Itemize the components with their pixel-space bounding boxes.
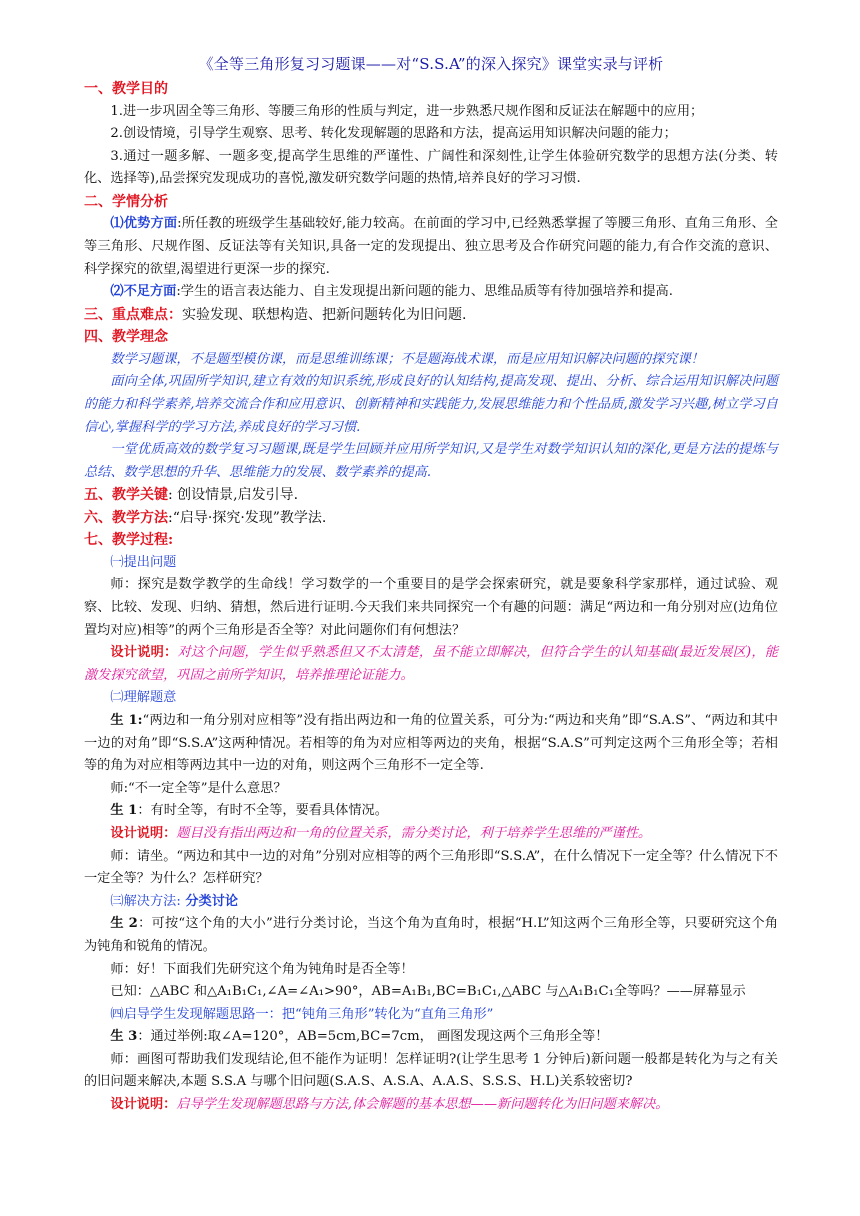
key-point-text: : 创设情景,启发引导. xyxy=(168,487,299,504)
subsection-understand: ㈡理解题意 xyxy=(110,690,177,706)
disadvantages-text: :学生的语言表达能力、自主发现提出新问题的能力、思维品质等有待加强培养和提高. xyxy=(176,284,673,300)
section-key-difficulties xyxy=(84,304,778,327)
section-heading-analysis: 二、学情分析 xyxy=(84,193,168,210)
section-heading-objectives: 一、教学目的 xyxy=(84,81,168,97)
key-point-heading: 五、教学关键 xyxy=(84,487,168,504)
key-difficulties-heading: 三、重点难点： xyxy=(84,306,182,323)
student-3-label: 生 3 xyxy=(110,1029,138,1045)
section-heading-process: 七、教学过程: xyxy=(84,532,174,549)
analysis-advantages xyxy=(84,213,778,281)
disadvantages-label: ⑵不足方面 xyxy=(110,284,177,300)
objective-item-1: 1.进一步巩固全等三角形、等腰三角形的性质与判定，进一步熟悉尺规作图和反证法在解题中的应用； xyxy=(110,103,704,119)
subsection-idea-one: ㈣启导学生发现解题思路一：把“钝角三角形”转化为“直角三角形” xyxy=(110,1006,494,1022)
design-note-label: 设计说明： xyxy=(110,825,177,841)
solve-accent: 分类讨论 xyxy=(180,893,239,909)
section-key-point xyxy=(84,484,778,507)
subsection-raise-question: ㈠提出问题 xyxy=(110,554,177,570)
student-2-label: 生 2 xyxy=(110,916,138,932)
analysis-disadvantages xyxy=(84,281,778,304)
student-1b-text: ：有时全等，有时不全等，要看具体情况。 xyxy=(137,803,388,819)
advantages-text: :所任教的班级学生基础较好,能力较高。在前面的学习中,已经熟悉掌握了等腰三角形、直角三角形、全等三角形、尺规作图、反证法等有关知识,具备一定的发现提出、独立思考及合作研究问题的能力,有合作交流的意识、科学探究的欲望,渴望进行更深一步的探究. xyxy=(84,216,778,277)
student-1-reply xyxy=(84,800,778,823)
student-1-label: 生 1: xyxy=(110,712,143,728)
method-text: :“启导·探究·发现”教学法. xyxy=(168,509,327,526)
student-1-text: “两边和一角分别对应相等”没有指出两边和一角的位置关系，可分为:“两边和夹角”即“S.A.S”、“两边和其中一边的对角”即“S.S.A”这两种情况。若相等的角为对应相等两边的夹角，根据“S.A.S”可判定这两个三角形全等；若相等的角为对应相等两边其中一边的对角，则这两个三角形不一定全等. xyxy=(84,712,778,774)
student-2-para xyxy=(84,913,778,958)
solve-title: ㈢解决方法: xyxy=(110,893,181,909)
method-heading: 六、教学方法 xyxy=(84,509,168,526)
teacher-para-4: 师：好！下面我们先研究这个角为钝角时是否全等！ xyxy=(110,961,414,977)
design-note-2-text: 题目没有指出两边和一角的位置关系，需分类讨论，利于培养学生思维的严谨性。 xyxy=(176,825,652,841)
philosophy-para-2: 面向全体,巩固所学知识,建立有效的知识系统,形成良好的认知结构,提高发现、提出、分析、综合运用知识解决问题的能力和科学素养,培养交流合作和应用意识、创新精神和实践能力,发展思维能力和个性品质,激发学习兴趣,树立学习自信心,掌握科学的学习方法,养成良好的学习习惯. xyxy=(84,374,778,435)
key-difficulties-text: 实验发现、联想构造、把新问题转化为旧问题. xyxy=(182,306,467,323)
teacher-para-1: 师：探究是数学教学的生命线！学习数学的一个重要目的是学会探索研究，就是要象科学家那样，通过试验、观察、比较、发现、归纳、猜想，然后进行证明.今天我们来共同探究一个有趣的问题：满足“两边和一角分别对应(边角位置均对应)相等”的两个三角形是否全等？对此问题你们有何想法？ xyxy=(84,577,778,638)
design-note-label: 设计说明： xyxy=(110,1097,177,1113)
section-method xyxy=(84,507,778,530)
student-3-text: ：通过举例:取∠A=120°，AB=5cm,BC=7cm， 画图发现这两个三角形全等！ xyxy=(137,1029,609,1045)
design-note-2 xyxy=(84,823,778,846)
design-note-3 xyxy=(84,1094,778,1117)
student-1b-label: 生 1 xyxy=(110,803,138,819)
teacher-para-2: 师:“不一定全等”是什么意思？ xyxy=(110,780,287,796)
objective-item-2: 2.创设情境，引导学生观察、思考、转化发现解题的思路和方法，提高运用知识解决问题的能力； xyxy=(110,126,677,142)
philosophy-para-3: 一堂优质高效的数学复习习题课,既是学生回顾并应用所学知识,又是学生对数学知识认知的深化,更是方法的提炼与总结、数学思想的升华、思维能力的发展、数学素养的提高. xyxy=(84,442,778,480)
student-1-para xyxy=(84,710,778,778)
objective-item-3: 3.通过一题多解、一题多变,提高学生思维的严谨性、广阔性和深刻性,让学生体验研究数学的思想方法(分类、转化、选择等),品尝探究发现成功的喜悦,激发研究数学问题的热情,培养良好的学习习惯. xyxy=(84,148,778,187)
philosophy-para-1: 数学习题课，不是题型模仿课，而是思维训练课；不是题海战术课，而是应用知识解决问题的探究课！ xyxy=(110,351,704,367)
design-note-1 xyxy=(84,642,778,687)
given-statement: 已知：△ABC 和△A₁B₁C₁,∠A=∠A₁>90°，AB=A₁B₁,BC=B₁C₁,△ABC 与△A₁B₁C₁全等吗？——屏幕显示 xyxy=(110,984,746,1000)
design-note-1-text: 对这个问题，学生似乎熟悉但又不太清楚，虽不能立即解决，但符合学生的认知基础(最近发展区)，能激发探究欲望，巩固之前所学知识，培养推理论证能力。 xyxy=(84,645,779,683)
student-3-para xyxy=(84,1026,778,1049)
document-title: 《全等三角形复习习题课——对“S.S.A”的深入探究》课堂实录与评析 xyxy=(198,55,664,73)
design-note-label: 设计说明： xyxy=(110,645,178,661)
document-page xyxy=(84,52,778,1117)
teacher-para-3: 师：请坐。“两边和其中一边的对角”分别对应相等的两个三角形即“S.S.A”，在什么情况下一定全等？什么情况下不一定全等？为什么？怎样研究？ xyxy=(84,848,778,887)
student-2-text: ：可按“这个角的大小”进行分类讨论，当这个角为直角时，根据“H.L”知这两个三角形全等，只要研究这个角为钝角和锐角的情况。 xyxy=(84,916,778,954)
advantages-label: ⑴优势方面 xyxy=(110,216,178,232)
section-heading-philosophy: 四、教学理念 xyxy=(84,329,168,346)
design-note-3-text: 启导学生发现解题思路与方法,体会解题的基本思想——新问题转化为旧问题来解决。 xyxy=(176,1097,669,1113)
subsection-solve xyxy=(84,891,778,914)
teacher-para-5: 师：画图可帮助我们发现结论,但不能作为证明！怎样证明?(让学生思考 1 分钟后)新问题一般都是转化为与之有关的旧问题来解决,本题 S.S.A 与哪个旧问题(S.A.S、A.S.A、A.A.S、S.S.S、H.L)关系较密切? xyxy=(84,1051,778,1090)
